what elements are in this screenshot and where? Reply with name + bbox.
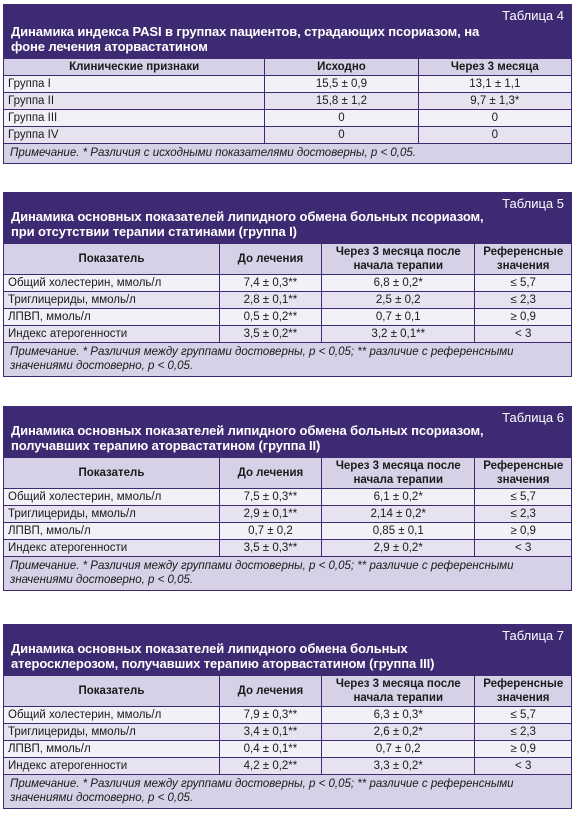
table-cell: 7,5 ± 0,3** <box>219 489 321 506</box>
table-cell: Группа III <box>4 110 265 127</box>
column-header: Через 3 месяца <box>418 59 571 76</box>
table-cell: 0 <box>418 127 571 144</box>
table-row <box>4 127 572 144</box>
table-row <box>4 275 572 292</box>
table-title: Динамика индекса PASI в группах пациентов, страдающих псориазом, на фоне лечения аторвастатином <box>11 24 480 54</box>
table-cell: 0,7 ± 0,1 <box>322 309 475 326</box>
table-cell: 15,8 ± 1,2 <box>265 93 418 110</box>
column-header: До лечения <box>219 676 321 707</box>
table-cell: 0,4 ± 0,1** <box>219 741 321 758</box>
table-cell: 0,85 ± 0,1 <box>322 523 475 540</box>
table-cell: Триглицериды, ммоль/л <box>4 506 220 523</box>
table-cell: ≤ 5,7 <box>475 707 572 724</box>
table-cell: 6,8 ± 0,2* <box>322 275 475 292</box>
table-cell: ≥ 0,9 <box>475 309 572 326</box>
table-header <box>3 624 572 675</box>
table-block-4 <box>3 4 572 164</box>
table-cell: 3,2 ± 0,1** <box>322 326 475 343</box>
table-note: Примечание. * Различия между группами достоверны, р < 0,05; ** различие с референсными значениями достоверно, р < 0,05. <box>3 557 572 591</box>
column-header: Референсные значения <box>475 676 572 707</box>
data-table <box>3 243 572 343</box>
column-header: До лечения <box>219 458 321 489</box>
table-cell: 2,14 ± 0,2* <box>322 506 475 523</box>
table-cell: Индекс атерогенности <box>4 540 220 557</box>
table-cell: 13,1 ± 1,1 <box>418 76 571 93</box>
table-cell: 3,4 ± 0,1** <box>219 724 321 741</box>
table-title: Динамика основных показателей липидного обмена больных псориазом, при отсутствии терапии статинами (группа I) <box>11 209 484 239</box>
table-note: Примечание. * Различия между группами достоверны, р < 0,05; ** различие с референсными значениями достоверно, р < 0,05. <box>3 775 572 809</box>
table-cell: 4,2 ± 0,2** <box>219 758 321 775</box>
table-header <box>3 192 572 243</box>
table-cell: 7,9 ± 0,3** <box>219 707 321 724</box>
table-row <box>4 540 572 557</box>
table-cell: Триглицериды, ммоль/л <box>4 724 220 741</box>
table-cell: Группа II <box>4 93 265 110</box>
table-note: Примечание. * Различия между группами достоверны, р < 0,05; ** различие с референсными значениями достоверно, р < 0,05. <box>3 343 572 377</box>
table-block-6 <box>3 406 572 591</box>
table-cell: 2,9 ± 0,2* <box>322 540 475 557</box>
table-cell: Триглицериды, ммоль/л <box>4 292 220 309</box>
table-cell: 0,5 ± 0,2** <box>219 309 321 326</box>
table-cell: 0 <box>265 110 418 127</box>
column-header: Показатель <box>4 458 220 489</box>
table-note: Примечание. * Различия с исходными показателями достоверны, р < 0,05. <box>3 144 572 164</box>
table-head-row <box>4 676 572 707</box>
table-cell: 7,4 ± 0,3** <box>219 275 321 292</box>
table-cell: 3,5 ± 0,2** <box>219 326 321 343</box>
column-header: Через 3 месяца после начала терапии <box>322 244 475 275</box>
table-row <box>4 292 572 309</box>
table-cell: 2,9 ± 0,1** <box>219 506 321 523</box>
table-cell: ≤ 2,3 <box>475 292 572 309</box>
table-cell: 2,5 ± 0,2 <box>322 292 475 309</box>
table-block-7 <box>3 624 572 809</box>
column-header: Исходно <box>265 59 418 76</box>
column-header: До лечения <box>219 244 321 275</box>
table-cell: ≥ 0,9 <box>475 523 572 540</box>
table-row <box>4 309 572 326</box>
table-cell: Индекс атерогенности <box>4 326 220 343</box>
table-head-row <box>4 458 572 489</box>
table-row <box>4 724 572 741</box>
table-cell: 15,5 ± 0,9 <box>265 76 418 93</box>
table-cell: 2,6 ± 0,2* <box>322 724 475 741</box>
table-cell: 0,7 ± 0,2 <box>322 741 475 758</box>
table-cell: Общий холестерин, ммоль/л <box>4 707 220 724</box>
table-row <box>4 741 572 758</box>
table-title: Динамика основных показателей липидного обмена больных псориазом, получавших терапию аторвастатином (группа II) <box>11 423 484 453</box>
table-cell: < 3 <box>475 758 572 775</box>
table-number: Таблица 5 <box>502 196 564 211</box>
table-cell: 6,3 ± 0,3* <box>322 707 475 724</box>
column-header: Клинические признаки <box>4 59 265 76</box>
table-row <box>4 93 572 110</box>
column-header: Показатель <box>4 244 220 275</box>
table-row <box>4 523 572 540</box>
table-cell: 0,7 ± 0,2 <box>219 523 321 540</box>
table-cell: 3,3 ± 0,2* <box>322 758 475 775</box>
table-cell: 0 <box>265 127 418 144</box>
data-table <box>3 58 572 144</box>
table-row <box>4 326 572 343</box>
table-cell: < 3 <box>475 540 572 557</box>
table-head-row <box>4 244 572 275</box>
table-row <box>4 76 572 93</box>
table-cell: Группа I <box>4 76 265 93</box>
table-row <box>4 707 572 724</box>
table-number: Таблица 6 <box>502 410 564 425</box>
table-cell: 3,5 ± 0,3** <box>219 540 321 557</box>
table-number: Таблица 7 <box>502 628 564 643</box>
table-cell: 2,8 ± 0,1** <box>219 292 321 309</box>
table-number: Таблица 4 <box>502 8 564 23</box>
table-head-row <box>4 59 572 76</box>
table-cell: ЛПВП, ммоль/л <box>4 309 220 326</box>
table-cell: < 3 <box>475 326 572 343</box>
table-row <box>4 489 572 506</box>
table-cell: 0 <box>418 110 571 127</box>
table-cell: ЛПВП, ммоль/л <box>4 523 220 540</box>
table-cell: ≤ 2,3 <box>475 506 572 523</box>
table-cell: ≤ 2,3 <box>475 724 572 741</box>
data-table <box>3 675 572 775</box>
table-cell: ≥ 0,9 <box>475 741 572 758</box>
table-cell: Общий холестерин, ммоль/л <box>4 489 220 506</box>
column-header: Показатель <box>4 676 220 707</box>
table-cell: 6,1 ± 0,2* <box>322 489 475 506</box>
table-cell: ≤ 5,7 <box>475 275 572 292</box>
table-cell: 9,7 ± 1,3* <box>418 93 571 110</box>
table-header <box>3 4 572 58</box>
table-row <box>4 110 572 127</box>
column-header: Референсные значения <box>475 458 572 489</box>
table-cell: ≤ 5,7 <box>475 489 572 506</box>
table-cell: Общий холестерин, ммоль/л <box>4 275 220 292</box>
table-title: Динамика основных показателей липидного обмена больных атеросклерозом, получавших терапию аторвастатином (группа III) <box>11 641 435 671</box>
table-row <box>4 758 572 775</box>
table-cell: Группа IV <box>4 127 265 144</box>
column-header: Референсные значения <box>475 244 572 275</box>
table-block-5 <box>3 192 572 377</box>
table-row <box>4 506 572 523</box>
table-cell: Индекс атерогенности <box>4 758 220 775</box>
data-table <box>3 457 572 557</box>
table-cell: ЛПВП, ммоль/л <box>4 741 220 758</box>
column-header: Через 3 месяца после начала терапии <box>322 458 475 489</box>
column-header: Через 3 месяца после начала терапии <box>322 676 475 707</box>
table-header <box>3 406 572 457</box>
